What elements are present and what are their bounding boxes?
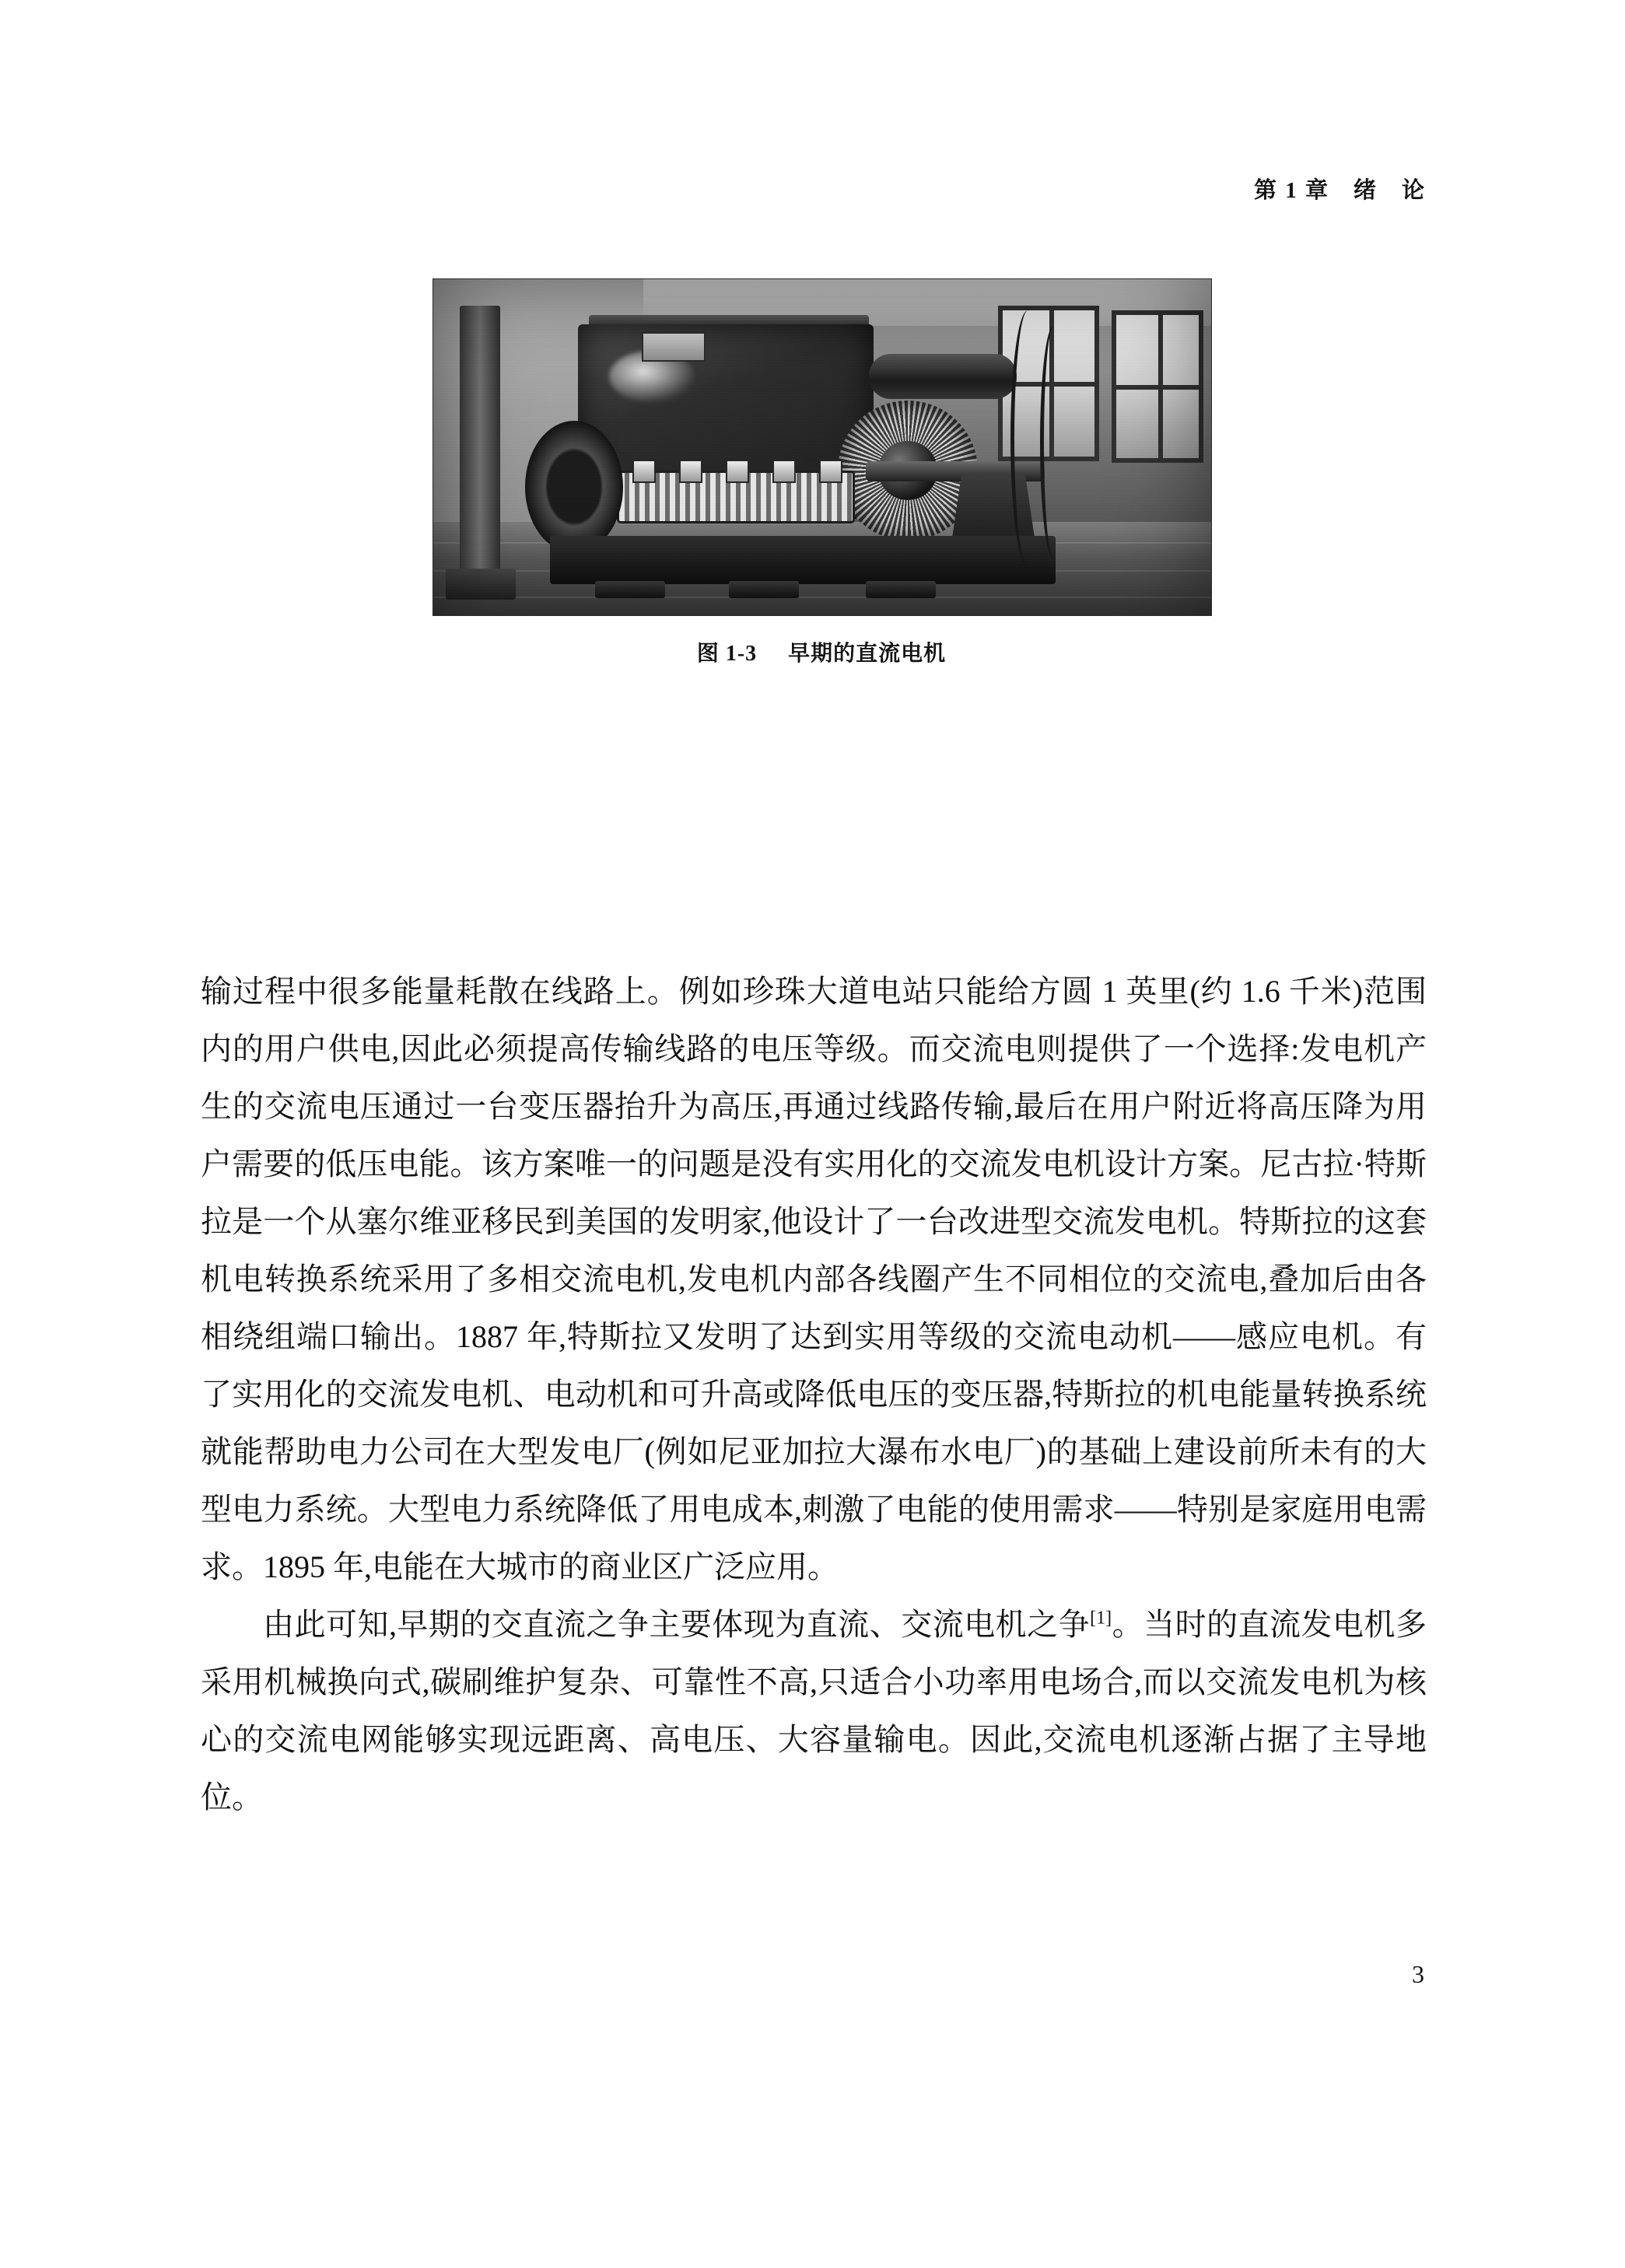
photo-window-right bbox=[1112, 310, 1203, 463]
photo-pillar bbox=[460, 306, 500, 586]
photo-brush-holder bbox=[679, 460, 702, 483]
paragraph-2-pre: 由此可知,早期的交直流之争主要体现为直流、交流电机之争 bbox=[263, 1607, 1091, 1642]
running-header bbox=[1254, 173, 1426, 205]
running-header-text: 第 1 章 绪 论 bbox=[1253, 178, 1426, 203]
photo-brush-holder bbox=[726, 460, 749, 483]
photo-pillar-base bbox=[446, 569, 516, 600]
figure-block bbox=[433, 278, 1210, 667]
photo-flywheel bbox=[525, 421, 623, 553]
body-text bbox=[201, 963, 1427, 1826]
photo-cylinder bbox=[869, 354, 1017, 399]
photo-nameplate bbox=[642, 332, 706, 362]
photo-brush-holder bbox=[632, 460, 656, 483]
photo-brush-holder bbox=[772, 460, 796, 483]
photo-foot bbox=[595, 581, 665, 598]
photo-cable bbox=[1040, 326, 1067, 559]
figure-caption-title: 早期的直流电机 bbox=[788, 642, 947, 666]
reference-marker: [1] bbox=[1090, 1608, 1112, 1629]
page-number: 3 bbox=[1412, 1960, 1424, 1988]
figure-caption-number: 图 1-3 bbox=[696, 642, 758, 666]
figure-image-dc-machine bbox=[433, 278, 1212, 616]
paragraph-2-post: 。当时的直流发电机多采用机械换向式,碳刷维护复杂、可靠性不高,只适合小功率用电场合,而以交流发电机为核心的交流电网能够实现远距离、高电压、大容量输电。因此,交流电机逐渐占据了主导地位。 bbox=[201, 1607, 1427, 1815]
figure-caption bbox=[433, 636, 1210, 667]
paragraph-1: 输过程中很多能量耗散在线路上。例如珍珠大道电站只能给方圆 1 英里(约 1.6 千米)范围内的用户供电,因此必须提高传输线路的电压等级。而交流电则提供了一个选择:发电机产生的交流电压通过一台变压器抬升为高压,再通过线路传输,最后在用户附近将高压降为用户需要的低压电能。该方案唯一的问题是没有实用化的交流发电机设计方案。尼古拉·特斯拉是一个从塞尔维亚移民到美国的发明家,他设计了一台改进型交流发电机。特斯拉的这套机电转换系统采用了多相交流电机,发电机内部各线圈产生不同相位的交流电,叠加后由各相绕组端口输出。1887 年,特斯拉又发明了达到实用等级的交流电动机——感应电机。有了实用化的交流发电机、电动机和可升高或降低电压的变压器,特斯拉的机电能量转换系统就能帮助电力公司在大型发电厂(例如尼亚加拉大瀑布水电厂)的基础上建设前所未有的大型电力系统。大型电力系统降低了用电成本,刺激了电能的使用需求——特别是家庭用电需求。1895 年,电能在大城市的商业区广泛应用。 bbox=[201, 974, 1427, 1584]
photo-foot bbox=[866, 581, 936, 598]
photo-bedplate bbox=[550, 536, 1056, 584]
photo-brush-holder bbox=[819, 460, 842, 483]
photo-foot bbox=[729, 581, 799, 598]
paragraph-2 bbox=[201, 1596, 1427, 1826]
